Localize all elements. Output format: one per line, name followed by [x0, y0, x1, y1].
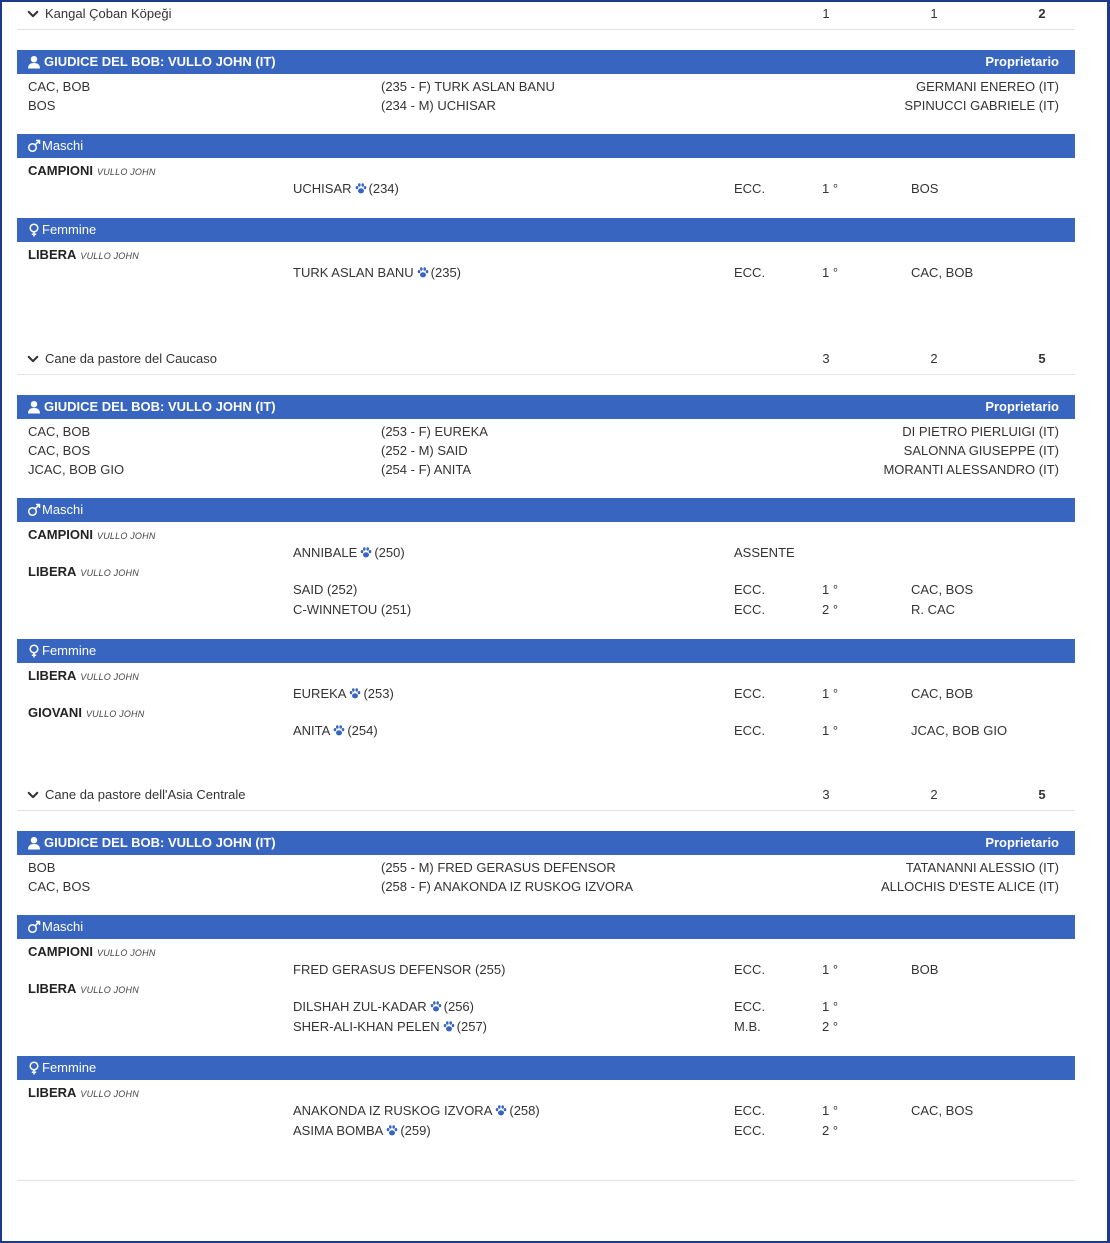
paw-icon-wrap	[355, 182, 367, 193]
male-icon	[27, 503, 41, 517]
entry-count: 2	[930, 351, 938, 366]
placement: 1 °	[822, 1103, 839, 1118]
dog-entry[interactable]	[293, 1123, 431, 1138]
dog-entry[interactable]	[293, 1019, 487, 1034]
male-group-bar	[17, 134, 1075, 158]
catalog-number: (253)	[363, 686, 394, 701]
entry-row	[17, 181, 1075, 200]
female-group-label: Femmine	[42, 222, 97, 237]
user-icon	[27, 836, 41, 850]
owner-name: SPINUCCI GABRIELE (IT)	[904, 98, 1059, 113]
female-group-bar	[17, 639, 1075, 663]
paw-icon	[333, 725, 345, 736]
class-name: LIBERA	[28, 247, 77, 262]
qualification: ECC.	[734, 265, 766, 280]
male-icon	[27, 139, 41, 153]
class-judge: VULLO JOHN	[80, 568, 139, 578]
owner-name: MORANTI ALESSANDRO (IT)	[883, 462, 1059, 477]
user-icon	[27, 400, 41, 414]
award-title: JCAC, BOB GIO	[28, 462, 125, 477]
class-name: LIBERA	[28, 981, 77, 996]
class-heading	[28, 705, 144, 720]
owner-column-header: Proprietario	[985, 835, 1059, 850]
entry-row	[17, 999, 1075, 1018]
breed-header[interactable]	[17, 345, 1075, 375]
dog-entry[interactable]	[293, 265, 461, 280]
chevron-down-icon	[27, 353, 39, 365]
qualification: ECC.	[734, 602, 766, 617]
award: CAC, BOB	[911, 686, 974, 701]
qualification: ECC.	[734, 181, 766, 196]
catalog-number: (255)	[475, 962, 506, 977]
paw-icon-wrap	[333, 724, 345, 735]
entry-row	[17, 602, 1075, 621]
entry-count: 1	[822, 6, 830, 21]
female-icon-wrap	[27, 223, 41, 237]
award-title: CAC, BOB	[28, 79, 91, 94]
judge-icon	[27, 836, 41, 850]
dog-link[interactable]: (254 - F) ANITA	[381, 462, 472, 477]
bob-judge-bar	[17, 831, 1075, 855]
dog-entry[interactable]	[293, 962, 505, 977]
entry-row	[17, 265, 1075, 284]
award-title: CAC, BOS	[28, 443, 91, 458]
award: JCAC, BOB GIO	[911, 723, 1008, 738]
paw-icon-wrap	[430, 1000, 442, 1011]
class-name: CAMPIONI	[28, 163, 93, 178]
class-name: LIBERA	[28, 668, 77, 683]
paw-icon-wrap	[386, 1124, 398, 1135]
bob-result-row	[17, 879, 1075, 898]
dog-name[interactable]: SAID	[293, 582, 324, 597]
owner-column-header: Proprietario	[985, 399, 1059, 414]
award-title: CAC, BOB	[28, 424, 91, 439]
owner-column-header: Proprietario	[985, 54, 1059, 69]
qualification: ECC.	[734, 1103, 766, 1118]
qualification: ASSENTE	[734, 545, 795, 560]
chevron-toggle[interactable]	[27, 8, 39, 20]
placement: 1 °	[822, 723, 839, 738]
bob-judge-bar	[17, 395, 1075, 419]
class-heading	[28, 944, 156, 959]
breed-name[interactable]: Cane da pastore del Caucaso	[45, 351, 218, 366]
award: CAC, BOB	[911, 265, 974, 280]
catalog-number: (252)	[326, 582, 358, 597]
class-judge: VULLO JOHN	[97, 531, 156, 541]
qualification: ECC.	[734, 1123, 766, 1138]
judge-icon	[27, 400, 41, 414]
bob-judge-label: GIUDICE DEL BOB: VULLO JOHN (IT)	[44, 54, 276, 69]
dog-entry[interactable]	[293, 723, 378, 738]
class-judge: VULLO JOHN	[97, 167, 156, 177]
owner-name: DI PIETRO PIERLUIGI (IT)	[902, 424, 1059, 439]
class-name: LIBERA	[28, 1085, 77, 1100]
catalog-number: (256)	[443, 999, 474, 1014]
qualification: M.B.	[734, 1019, 761, 1034]
bob-result-row	[17, 424, 1075, 443]
judge-icon	[27, 55, 41, 69]
owner-name: GERMANI ENEREO (IT)	[915, 79, 1059, 94]
dog-entry[interactable]	[293, 181, 399, 196]
award: CAC, BOS	[911, 582, 974, 597]
paw-icon	[443, 1021, 455, 1032]
qualification: ECC.	[734, 962, 766, 977]
dog-name[interactable]: ANAKONDA IZ RUSKOG IZVORA	[293, 1103, 493, 1118]
class-name: CAMPIONI	[28, 944, 93, 959]
award-title: CAC, BOS	[28, 879, 91, 894]
class-heading	[28, 668, 139, 683]
entry-row	[17, 582, 1075, 601]
dog-name[interactable]: ANITA	[293, 723, 331, 738]
chevron-toggle[interactable]	[27, 353, 39, 365]
bob-result-row	[17, 79, 1075, 98]
class-judge: VULLO JOHN	[97, 948, 156, 958]
qualification: ECC.	[734, 999, 766, 1014]
qualification: ECC.	[734, 582, 766, 597]
entry-count: 2	[1038, 6, 1046, 21]
paw-icon	[417, 267, 429, 278]
bob-result-row	[17, 443, 1075, 462]
qualification: ECC.	[734, 723, 766, 738]
entry-row	[17, 545, 1075, 564]
bob-judge-label: GIUDICE DEL BOB: VULLO JOHN (IT)	[44, 399, 276, 414]
paw-icon	[495, 1105, 507, 1116]
owner-name: ALLOCHIS D'ESTE ALICE (IT)	[880, 879, 1059, 894]
bob-result-row	[17, 98, 1075, 117]
entry-row	[17, 1019, 1075, 1038]
paw-icon-wrap	[495, 1104, 507, 1115]
entry-count: 5	[1038, 787, 1046, 802]
placement: 1 °	[822, 686, 839, 701]
female-icon-wrap	[27, 644, 41, 658]
catalog-number: (235)	[430, 265, 462, 280]
paw-icon-wrap	[349, 687, 361, 698]
class-judge: VULLO JOHN	[80, 985, 139, 995]
paw-icon	[355, 183, 367, 194]
class-heading	[28, 1085, 139, 1100]
class-judge: VULLO JOHN	[80, 672, 139, 682]
dog-link[interactable]: (255 - M) FRED GERASUS DEFENSOR	[381, 860, 616, 875]
catalog-number: (257)	[456, 1019, 488, 1034]
award-title: BOS	[28, 98, 56, 113]
entry-count: 1	[930, 6, 938, 21]
dog-entry[interactable]	[293, 1103, 540, 1118]
award-title: BOB	[28, 860, 56, 875]
chevron-down-icon	[27, 8, 39, 20]
dog-entry[interactable]	[293, 602, 411, 617]
breed-header[interactable]	[17, 0, 1075, 30]
placement: 1 °	[822, 582, 839, 597]
owner-name: SALONNA GIUSEPPE (IT)	[903, 443, 1059, 458]
class-name: CAMPIONI	[28, 527, 93, 542]
chevron-down-icon	[27, 789, 39, 801]
male-icon-wrap	[27, 920, 41, 934]
catalog-number: (259)	[400, 1123, 431, 1138]
class-judge: VULLO JOHN	[80, 251, 139, 261]
male-group-label: Maschi	[42, 919, 84, 934]
bob-judge-label: GIUDICE DEL BOB: VULLO JOHN (IT)	[44, 835, 276, 850]
male-group-label: Maschi	[42, 138, 84, 153]
paw-icon-wrap	[443, 1020, 455, 1031]
award: BOS	[911, 181, 939, 196]
qualification: ECC.	[734, 686, 766, 701]
entry-row	[17, 962, 1075, 981]
placement: 1 °	[822, 181, 839, 196]
placement: 1 °	[822, 265, 839, 280]
class-heading	[28, 527, 156, 542]
list-end-divider	[17, 1180, 1075, 1181]
female-icon	[27, 223, 41, 237]
chevron-toggle[interactable]	[27, 789, 39, 801]
dog-link[interactable]: (253 - F) EUREKA	[381, 424, 488, 439]
class-heading	[28, 981, 139, 996]
dog-name[interactable]: DILSHAH ZUL-KADAR	[293, 999, 427, 1014]
class-heading	[28, 163, 156, 178]
dog-entry[interactable]	[293, 999, 474, 1014]
placement: 2 °	[822, 1123, 839, 1138]
class-judge: VULLO JOHN	[80, 1089, 139, 1099]
catalog-number: (250)	[374, 545, 405, 560]
catalog-number: (234)	[368, 181, 399, 196]
male-group-bar	[17, 915, 1075, 939]
catalog-number: (258)	[509, 1103, 540, 1118]
dog-name[interactable]: TURK ASLAN BANU	[293, 265, 414, 280]
catalog-number: (254)	[347, 723, 378, 738]
owner-name: TATANANNI ALESSIO (IT)	[905, 860, 1059, 875]
dog-link[interactable]: (258 - F) ANAKONDA IZ RUSKOG IZVORA	[381, 879, 634, 894]
placement: 1 °	[822, 962, 839, 977]
dog-entry[interactable]	[293, 686, 394, 701]
class-heading	[28, 564, 139, 579]
dog-name[interactable]: C-WINNETOU	[293, 602, 378, 617]
female-group-label: Femmine	[42, 1060, 97, 1075]
dog-name[interactable]: SHER-ALI-KHAN PELEN	[293, 1019, 440, 1034]
male-group-label: Maschi	[42, 502, 84, 517]
award: R. CAC	[911, 602, 956, 617]
male-icon-wrap	[27, 503, 41, 517]
paw-icon	[430, 1001, 442, 1012]
dog-entry[interactable]	[293, 582, 357, 597]
entry-count: 5	[1038, 351, 1046, 366]
dog-name[interactable]: EUREKA	[293, 686, 347, 701]
dog-name[interactable]: ANNIBALE	[293, 545, 358, 560]
dog-link[interactable]: (234 - M) UCHISAR	[381, 98, 496, 113]
paw-icon	[349, 688, 361, 699]
class-judge: VULLO JOHN	[85, 709, 145, 719]
class-name: GIOVANI	[28, 705, 82, 720]
entry-row	[17, 723, 1075, 742]
entry-count: 3	[822, 787, 830, 802]
dog-link[interactable]: (252 - M) SAID	[381, 443, 468, 458]
entry-count: 2	[930, 787, 938, 802]
catalog-number: (251)	[380, 602, 412, 617]
female-group-label: Femmine	[42, 643, 97, 658]
male-group-bar	[17, 498, 1075, 522]
entry-count: 3	[822, 351, 830, 366]
female-icon	[27, 644, 41, 658]
paw-icon	[360, 547, 372, 558]
dog-name[interactable]: UCHISAR	[293, 181, 352, 196]
dog-entry[interactable]	[293, 545, 405, 560]
female-icon	[27, 1061, 41, 1075]
paw-icon-wrap	[417, 266, 429, 277]
bob-result-row	[17, 462, 1075, 481]
class-name: LIBERA	[28, 564, 77, 579]
user-icon	[27, 55, 41, 69]
bob-judge-bar	[17, 50, 1075, 74]
placement: 2 °	[822, 1019, 839, 1034]
class-heading	[28, 247, 139, 262]
male-icon	[27, 920, 41, 934]
bob-result-row	[17, 860, 1075, 879]
dog-name[interactable]: ASIMA BOMBA	[293, 1123, 384, 1138]
male-icon-wrap	[27, 139, 41, 153]
paw-icon	[386, 1125, 398, 1136]
paw-icon-wrap	[360, 546, 372, 557]
dog-name[interactable]: FRED GERASUS DEFENSOR	[293, 962, 472, 977]
entry-row	[17, 1123, 1075, 1142]
award: BOB	[911, 962, 939, 977]
breed-name[interactable]: Cane da pastore dell'Asia Centrale	[45, 787, 246, 802]
placement: 1 °	[822, 999, 839, 1014]
award: CAC, BOS	[911, 1103, 974, 1118]
female-group-bar	[17, 1056, 1075, 1080]
dog-link[interactable]: (235 - F) TURK ASLAN BANU	[381, 79, 555, 94]
entry-row	[17, 686, 1075, 705]
female-group-bar	[17, 218, 1075, 242]
female-icon-wrap	[27, 1061, 41, 1075]
breed-header[interactable]	[17, 781, 1075, 811]
breed-name[interactable]: Kangal Çoban Köpeği	[45, 6, 172, 21]
placement: 2 °	[822, 602, 839, 617]
entry-row	[17, 1103, 1075, 1122]
